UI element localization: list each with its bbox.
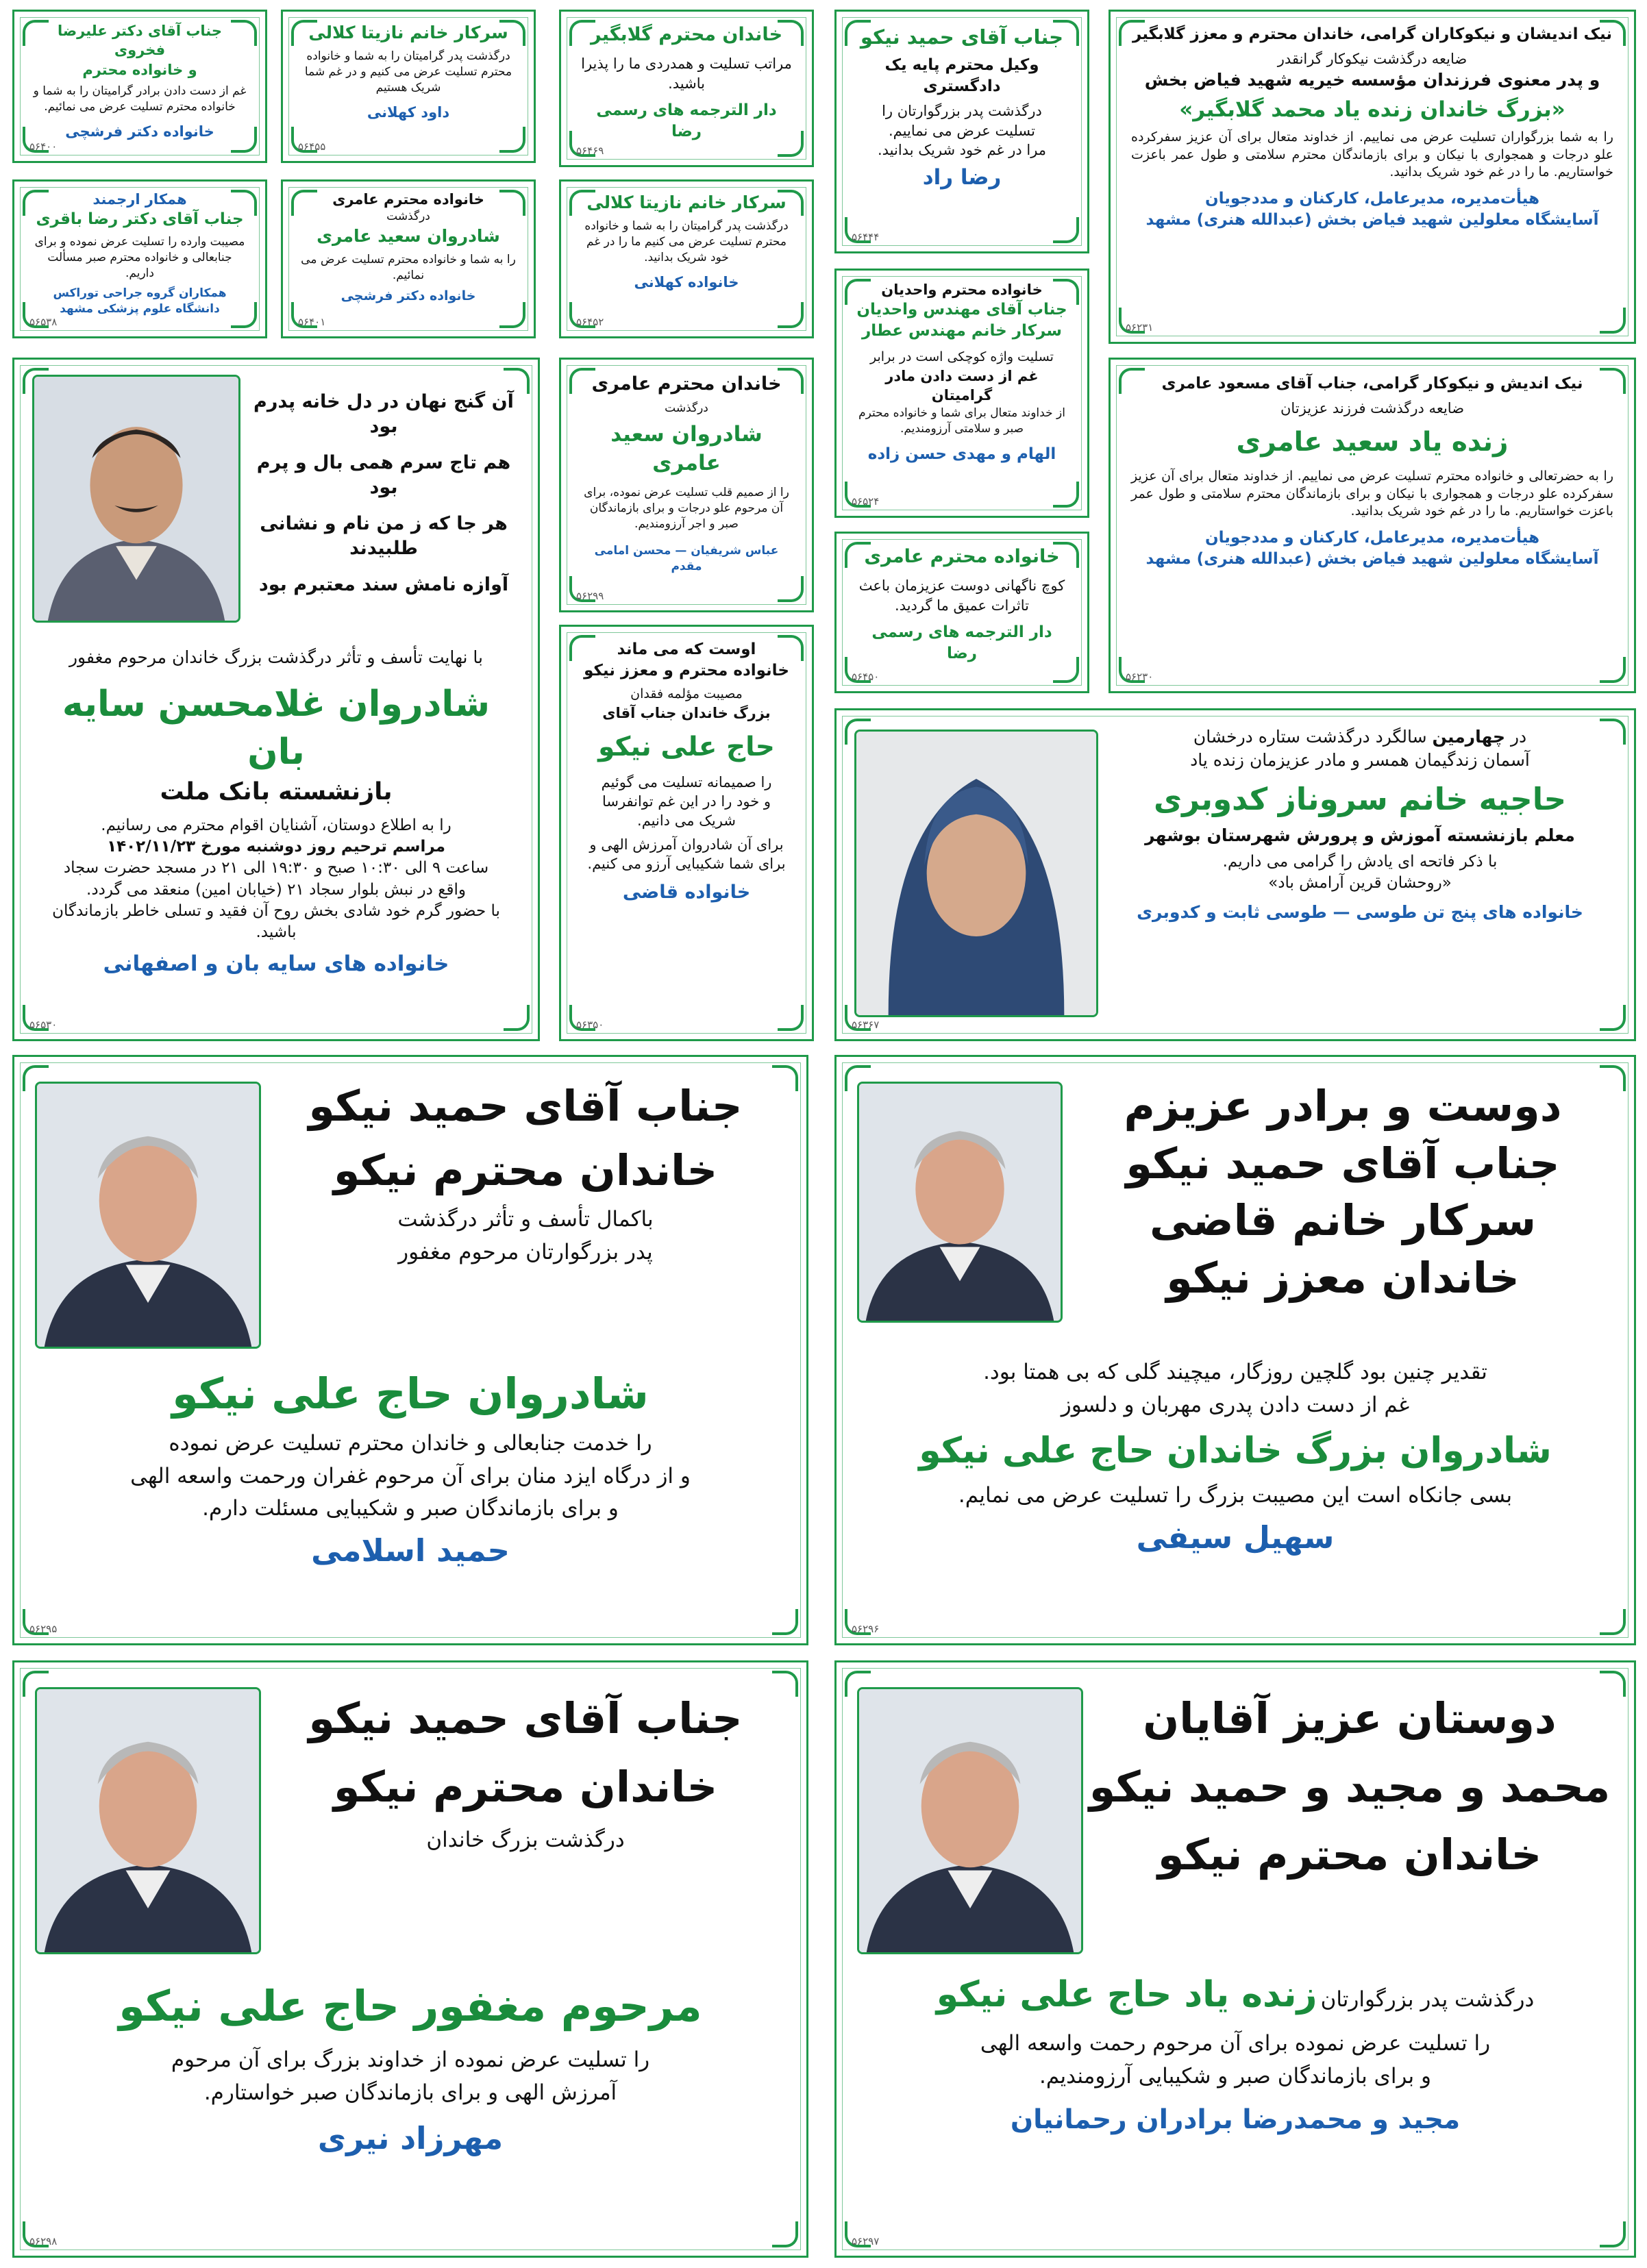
notice-body: غم از دست دادن برادر گرامیتان را به شما و خانواده محترم تسلیت عرض می نمائیم. xyxy=(33,84,247,114)
notice-deceased-name: شادروان غلامحسن سایه بان xyxy=(62,683,491,773)
notice-title: خاندان محترم نیکو xyxy=(333,1761,718,1812)
notice-signature: مجید و محمدرضا برادران رحمانیان xyxy=(1010,2104,1461,2135)
notice-body: را به حضرتعالی و خانواده محترم تسلیت عرض می نماییم. از خداوند متعال برای آن عزیز سفرکرده علو درجات و همجواری با نیکان و برای بازماندگان محترم سلامتی و طول عمر باعزت خواستاریم. ما را در غم خود شریک بدانید. xyxy=(1131,469,1613,519)
notice-deceased-name: زنده یاد حاج علی نیکو xyxy=(936,1974,1317,2015)
notice-rahmanian xyxy=(834,1660,1636,2258)
ad-code: ۵۶۲۹۶ xyxy=(852,1623,880,1635)
ceremony-date: مراسم ترحیم روز دوشنبه مورخ ۱۴۰۲/۱۱/۲۳ xyxy=(107,838,445,856)
notice-body: «روحشان قرین آرامش باد» xyxy=(1268,874,1452,893)
notice-ghazi xyxy=(559,625,814,1041)
notice-line: مصیبت مؤلمه فقدان xyxy=(630,686,743,702)
ad-code: ۵۶۲۹۷ xyxy=(852,2235,880,2247)
notice-intro: با نهایت تأسف و تأثر درگذشت بزرگ خاندان مرحوم مغفور xyxy=(69,647,483,667)
ad-code: ۵۶۲۹۸ xyxy=(29,2235,58,2247)
poem-line: هر جا که ز من نام و نشانی طلبیدند xyxy=(260,512,508,560)
notice-title: دوست و برادر عزیزم xyxy=(1124,1081,1562,1131)
notice-signature: دار الترجمه های رسمی رضا xyxy=(871,623,1052,663)
portrait-image xyxy=(856,732,1096,1015)
notice-body: را به شما بزرگواران تسلیت عرض می نماییم. از خداوند متعال برای آن عزیز سفرکرده علو درجات و همجواری با نیکان و برای بازماندگان محترم سلامتی و طول عمر باعزت خواستاریم. ما را در غم خود شریک بدانید. xyxy=(1131,129,1613,180)
notice-fakhravi xyxy=(12,10,267,163)
notice-title: خاندان محترم نیکو xyxy=(1157,1830,1542,1880)
ad-code: ۵۶۴۰۰ xyxy=(29,140,58,153)
ad-code: ۵۶۵۳۸ xyxy=(29,316,58,328)
notice-deceased-name: حاج علی نیکو xyxy=(598,732,775,763)
ad-code: ۵۶۴۵۰ xyxy=(852,671,880,683)
notice-title: جناب آقای حمید نیکو xyxy=(1126,1138,1560,1188)
notice-intro: پدر بزرگوارتان مرحوم مغفور xyxy=(398,1240,653,1265)
notice-intro xyxy=(1106,725,1613,749)
deceased-photo xyxy=(854,730,1098,1017)
notice-title: نیک اندیشان و نیکوکاران گرامی، خاندان محترم و معزز گلابگیر xyxy=(1132,25,1613,43)
notice-deceased-name: شادروان سعید عامری xyxy=(317,226,500,247)
notice-signature: هیأت‌مدیره، مدیرعامل، کارکنان و مددجویان xyxy=(1204,528,1540,547)
notice-title: خاندان محترم گلابگیر xyxy=(590,24,783,45)
notice-body: و برای بازماندگان صبر و شکیبایی آرزومندیم. xyxy=(1039,2064,1431,2089)
notice-deceased-name: شادروان حاج علی نیکو xyxy=(172,1369,649,1419)
notice-title: جناب آقای دکتر علیرضا فخروی xyxy=(57,23,223,59)
ad-code: ۵۶۵۲۴ xyxy=(852,495,880,508)
notice-signature-org: آسایشگاه معلولین شهید فیاض بخش (عبدالله هنری) مشهد xyxy=(1146,210,1599,229)
anniversary-ordinal: چهارمین xyxy=(1432,727,1505,747)
notice-body: ضایعه درگذشت نیکوکار گرانقدر xyxy=(1277,51,1468,68)
notice-body: را تسلیت عرض نموده برای آن مرحوم رحمت واسعه الهی xyxy=(980,2031,1491,2056)
notice-deceased-name: «بزرگ خاندان زنده یاد محمد گلابگیر» xyxy=(1179,97,1565,123)
notice-deceased-title: بازنشسته بانک ملت xyxy=(160,778,393,806)
ad-code: ۵۶۴۵۵ xyxy=(298,140,326,153)
notice-title: سرکار خانم قاضی xyxy=(1149,1195,1537,1246)
notice-seifi xyxy=(834,1055,1636,1645)
notice-ameri-reza xyxy=(834,532,1089,693)
ad-code: ۵۶۲۳۰ xyxy=(1126,671,1154,683)
notice-intro: آسمان زندگیمان همسر و مادر عزیزمان زنده یاد xyxy=(1190,749,1530,770)
notice-subtitle: جناب آقای دکتر رضا باقری xyxy=(36,210,244,229)
notice-title: سرکار خانم نازیتا کلالی xyxy=(308,23,508,42)
notice-signature: رضا راد xyxy=(922,165,1002,190)
portrait-image xyxy=(37,1084,259,1347)
notice-body: تسلیت عرض می نماییم. xyxy=(889,122,1035,139)
notice-body: را به شما و خانواده محترم تسلیت عرض می نمائیم. xyxy=(301,253,516,282)
notice-nayyeri xyxy=(12,1660,808,2258)
notice-body: بسی جانکاه است این مصیبت بزرگ را تسلیت عرض می نمایم. xyxy=(958,1482,1513,1508)
intro-prefix: در xyxy=(1510,727,1527,747)
notice-signature: همکاران گروه جراحی توراکس xyxy=(53,286,227,301)
notice-ameri-sharifian xyxy=(559,358,814,612)
notice-title: جناب آقای حمید نیکو xyxy=(308,1693,743,1743)
notice-bagheri xyxy=(12,179,267,338)
notice-subtitle: وکیل محترم پایه یک دادگستری xyxy=(884,56,1039,96)
notice-kolali-1 xyxy=(281,10,536,163)
notice-deceased-name: زنده یاد سعید عامری xyxy=(1236,427,1509,458)
notice-title: خانواده محترم عامری xyxy=(864,546,1060,567)
notice-body: برای شما شکیبایی آرزو می کنیم. xyxy=(587,856,786,873)
notice-golabgir-charity xyxy=(1109,10,1636,344)
notice-body: شریک می دانیم. xyxy=(637,812,736,830)
poem-line: هم تاج سرم همی بال و پرم بود xyxy=(256,451,511,499)
poem-line: آوازه نامش سند معتبرم بود xyxy=(258,573,509,595)
notice-subtitle: درگذشت xyxy=(386,210,430,224)
ad-code: ۵۶۵۳۰ xyxy=(29,1019,58,1031)
intro-suffix: سالگرد درگذشت ستاره درخشان xyxy=(1193,727,1427,747)
notice-rad xyxy=(834,10,1089,253)
notice-kadoobari xyxy=(834,708,1636,1041)
deceased-photo xyxy=(35,1082,261,1349)
notice-signature: خانواده دکتر فرشچی xyxy=(340,288,476,303)
notice-body: را از صمیم قلب تسلیت عرض نموده، برای آن مرحوم علو درجات و برای بازماندگان صبر و اجر آرزومندیم. xyxy=(584,486,789,531)
portrait-image xyxy=(37,1689,259,1952)
ad-code: ۵۶۴۵۲ xyxy=(576,316,604,328)
notice-deceased-name: حاجیه خانم سروناز کدوبری xyxy=(1153,780,1567,817)
notice-title: خاندان محترم نیکو xyxy=(333,1145,718,1195)
notice-title: جناب آقای حمید نیکو xyxy=(308,1081,743,1131)
notice-deceased-title: معلم بازنشسته آموزش و پرورش شهرستان بوشهر xyxy=(1145,825,1575,846)
ad-code: ۵۶۳۶۷ xyxy=(852,1019,880,1031)
ceremony-location: واقع در نبش بلوار سجاد ۲۱ (خیابان امین) منعقد می گردد. xyxy=(86,880,466,899)
notice-signature: خانواده کهلانی xyxy=(634,273,739,290)
ad-code: ۵۶۲۹۵ xyxy=(29,1623,58,1635)
notice-body: و برای بازماندگان صبر و شکیبایی مسئلت دارم. xyxy=(202,1496,619,1521)
notice-body: و پدر معنوی فرزندان مؤسسه خیریه شهید فیاض بخش xyxy=(1144,70,1600,90)
notice-body: غم از دست دادن مادر گرامیتان xyxy=(885,368,1039,404)
notice-signature-org: آسایشگاه معلولین شهید فیاض بخش (عبدالله هنری) مشهد xyxy=(1146,550,1599,568)
ad-code: ۵۶۳۵۰ xyxy=(576,1019,604,1031)
notice-body: درگذشت پدر گرامیتان را به شما و خانواده محترم تسلیت عرض می کنیم ما را در غم خود شریک بدانید. xyxy=(584,219,789,264)
notice-subtitle: جناب آقای مهندس واحدیان xyxy=(856,301,1067,319)
notice-deceased-name: شادروان سعید عامری xyxy=(610,422,763,476)
notice-kolali-2 xyxy=(559,179,814,338)
notice-title: محمد و مجید و حمید نیکو xyxy=(1089,1761,1611,1812)
notice-body: آمرزش الهی و برای بازماندگان صبر خواستارم. xyxy=(203,2080,617,2105)
notice-ameri-charity xyxy=(1109,358,1636,693)
notice-intro: درگذشت بزرگ خاندان xyxy=(426,1828,625,1853)
notice-signature-org: دانشگاه علوم پزشکی مشهد xyxy=(60,302,220,316)
ad-code: ۵۶۴۰۱ xyxy=(298,316,326,328)
notice-signature: الهام و مهدی حسن زاده xyxy=(867,445,1056,463)
notice-body: تقدیر چنین بود گلچین روزگار، میچیند گلی که بی همتا بود. xyxy=(983,1360,1487,1384)
notice-body: را به اطلاع دوستان، آشنایان اقوام محترم می رسانیم. xyxy=(101,817,451,835)
notice-title: همکار ارجمند xyxy=(92,191,187,208)
notice-line: بزرگ خاندان جناب آقای xyxy=(602,704,771,721)
ad-code: ۵۶۴۴۴ xyxy=(852,231,880,243)
notice-body: با حضور گرم خود شادی بخش روح آن فقید و تسلی خاطر بازماندگان باشید. xyxy=(52,901,500,941)
portrait-image xyxy=(859,1689,1081,1952)
notice-deceased-name: شادروان بزرگ خاندان حاج علی نیکو xyxy=(919,1430,1552,1471)
notice-signature: خانواده های سایه بان و اصفهانی xyxy=(103,951,449,976)
notice-body: را تسلیت عرض نموده از خداوند بزرگ برای آن مرحوم xyxy=(171,2047,650,2072)
notice-body: تسلیت واژه کوچکی است در برابر xyxy=(870,349,1054,365)
notice-vahedian xyxy=(834,269,1089,518)
notice-signature: عباس شریفیان — محسن امامی مقدم xyxy=(594,543,779,573)
portrait-image xyxy=(34,377,238,621)
notice-body: مرا در غم خود شریک بدانید. xyxy=(877,141,1047,158)
notice-body: و از درگاه ایزد منان برای آن مرحوم غفران ورحمت واسعه الهی xyxy=(130,1463,691,1488)
notice-name-line xyxy=(857,1971,1613,2019)
notice-signature: داود کهلانی xyxy=(367,103,450,121)
notice-title: سرکار خانم نازیتا کلالی xyxy=(586,192,787,212)
notice-golabgir-reza xyxy=(559,10,814,167)
ad-code: ۵۶۲۳۱ xyxy=(1126,321,1154,334)
deceased-photo xyxy=(857,1082,1063,1323)
notice-body: با ذکر فاتحه ای یادش را گرامی می داریم. xyxy=(1222,853,1498,871)
notice-title: خانواده محترم واحدیان xyxy=(881,282,1043,298)
notice-deceased-name: مرحوم مغفور حاج علی نیکو xyxy=(119,1981,702,2031)
notice-signature: خانواده دکتر فرشچی xyxy=(65,123,214,140)
deceased-photo xyxy=(35,1687,261,1954)
notice-title: نیک اندیش و نیکوکار گرامی، جناب آقای مسعود عامری xyxy=(1161,375,1583,392)
notice-body: ضایعه درگذشت فرزند عزیزتان xyxy=(1280,400,1465,417)
notice-subtitle: درگذشت xyxy=(665,401,708,416)
notice-title: خاندان معزز نیکو xyxy=(1166,1253,1520,1304)
notice-title: دوستان عزیز آقایان xyxy=(1143,1693,1557,1743)
notice-body: و خود را در این غم توانفرسا xyxy=(602,793,771,810)
notice-subtitle: سرکار خانم مهندس عطار xyxy=(862,322,1062,340)
notice-body: مصیبت وارده را تسلیت عرض نموده و برای جنابعالی و خانواده محترم صبر مسألت داریم. xyxy=(34,235,245,281)
notice-body: از خداوند متعال برای شما و خانواده محترم صبر و سلامتی آرزومندیم. xyxy=(858,406,1065,436)
deceased-photo xyxy=(32,375,240,623)
portrait-image xyxy=(859,1084,1061,1321)
notice-body: را خدمت جنابعالی و خاندان محترم تسلیت عرض نموده xyxy=(169,1430,652,1456)
notice-title: خانواده محترم عامری xyxy=(332,191,484,208)
notice-title: جناب آقای حمید نیکو xyxy=(860,25,1064,49)
notice-line: اوست که می ماند xyxy=(617,640,756,658)
notice-body: را صمیمانه تسلیت می گوئیم xyxy=(601,773,772,790)
notice-body: درگذشت پدر بزرگوارتان را xyxy=(882,103,1042,120)
notice-ameri-farshchi xyxy=(281,179,536,338)
notice-signature: دار الترجمه های رسمی رضا xyxy=(596,101,777,141)
notice-body: برای آن شادروان آمرزش الهی و xyxy=(589,836,784,853)
notice-title: خانواده محترم و معزز نیکو xyxy=(584,662,789,680)
notice-body: کوچ ناگهانی دوست عزیزمان باعث تاثرات عمیق ما گردید. xyxy=(858,577,1065,614)
notice-body: درگذشت پدر گرامیتان را به شما و خانواده محترم تسلیت عرض می کنیم و در غم شما شریک هستیم xyxy=(304,49,512,95)
notice-sayeban xyxy=(12,358,540,1041)
ad-code: ۵۶۴۶۹ xyxy=(576,145,604,157)
notice-signature: مهرزاد نیری xyxy=(317,2120,504,2157)
notice-eslami xyxy=(12,1055,808,1645)
notice-body: مراتب تسلیت و همدردی ما را پذیرا باشید. xyxy=(581,55,792,92)
ad-code: ۵۶۲۹۹ xyxy=(576,590,604,602)
notice-signature: حمید اسلامی xyxy=(311,1532,510,1569)
notice-title: خاندان محترم عامری xyxy=(591,373,782,395)
notice-signature: هیأت‌مدیره، مدیرعامل، کارکنان و مددجویان xyxy=(1204,189,1540,208)
poem-line: آن گنج نهان در دل خانه پدرم بود xyxy=(253,391,514,438)
notice-intro: باکمال تأسف و تأثر درگذشت xyxy=(397,1207,654,1232)
notice-signature: سهیل سیفی xyxy=(1136,1519,1335,1556)
ceremony-time: ساعت ۹ الی ۱۰:۳۰ صبح و ۱۹:۳۰ الی ۲۱ در مسجد حضرت سجاد xyxy=(63,859,489,877)
notice-subtitle: و خانواده محترم xyxy=(82,61,197,78)
notice-signature: خانواده قاضی xyxy=(622,882,751,904)
notice-intro: درگذشت پدر بزرگوارتان xyxy=(1320,1987,1535,2012)
notice-signature: خانواده های پنج تن طوسی — طوسی ثابت و کدوبری xyxy=(1137,902,1583,923)
deceased-photo xyxy=(857,1687,1083,1954)
notice-body: غم از دست دادن پدری مهربان و دلسوز xyxy=(1061,1392,1410,1417)
